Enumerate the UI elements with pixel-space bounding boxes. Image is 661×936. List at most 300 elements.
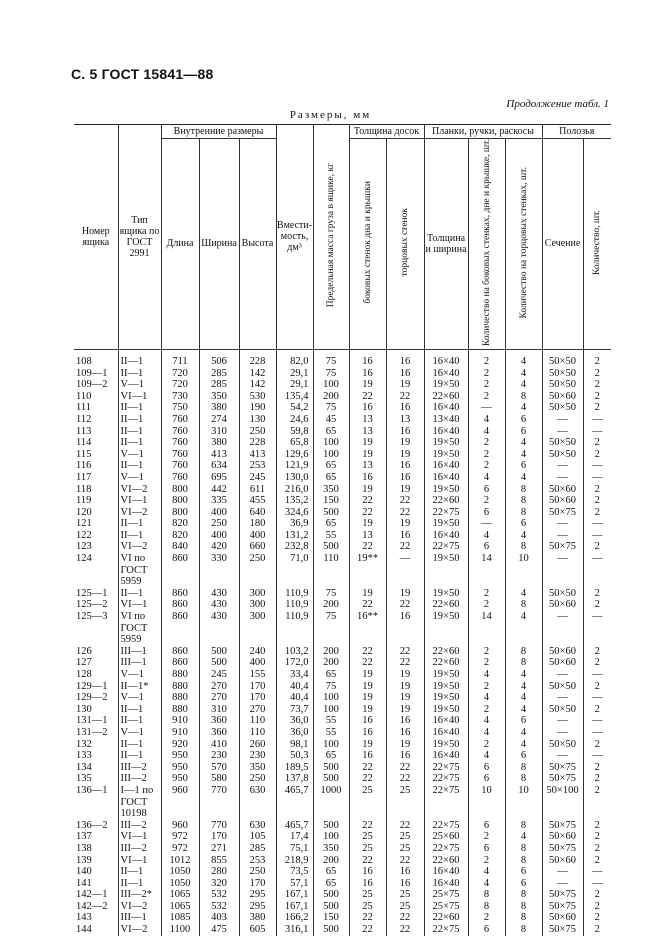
table-cell: 760 <box>161 460 199 472</box>
header-side-walls-text: боковых стенок дна и крышки <box>362 181 373 304</box>
table-cell: 22 <box>386 912 424 924</box>
table-cell: 65 <box>313 878 349 890</box>
table-cell: 8 <box>505 391 542 403</box>
table-cell: 100 <box>313 704 349 716</box>
table-cell: 240 <box>239 646 276 658</box>
table-cell: 19 <box>386 704 424 716</box>
table-cell: 124 <box>76 553 92 565</box>
table-cell: 920 <box>161 739 199 751</box>
table-row <box>74 669 611 681</box>
table-cell: 950 <box>161 762 199 774</box>
table-cell: 19 <box>349 484 386 496</box>
table-cell: 6 <box>468 541 505 553</box>
table-cell: 167,1 <box>276 889 313 901</box>
table-cell: 465,7 <box>276 820 313 832</box>
table-cell: 109—1 <box>76 367 108 379</box>
table-cell: 2 <box>583 484 611 496</box>
table-cell: 170 <box>239 681 276 693</box>
table-cell: VI по ГОСТ 5959 <box>118 611 161 646</box>
table-cell: 16×40 <box>424 472 468 484</box>
table-cell: 400 <box>239 530 276 542</box>
page-header: С. 5 ГОСТ 15841—88 <box>71 66 214 82</box>
table-cell: 25×60 <box>424 831 468 843</box>
table-cell: 180 <box>239 518 276 530</box>
table-cell: 280 <box>199 866 239 878</box>
table-cell: 110,9 <box>276 611 313 646</box>
header-runners: Полозья <box>542 125 611 139</box>
table-cell: 65 <box>313 518 349 530</box>
table-cell: 200 <box>313 599 349 611</box>
table-cell: 19 <box>386 588 424 600</box>
table-cell: 2 <box>583 855 611 867</box>
table-cell: 350 <box>313 484 349 496</box>
table-cell: 16 <box>349 368 386 380</box>
table-cell: 167,1 <box>276 901 313 913</box>
table-cell: 166,2 <box>276 912 313 924</box>
table-cell: 50×50 <box>542 379 583 391</box>
table-cell: — <box>542 750 583 762</box>
table-cell: 114 <box>76 437 92 449</box>
table-cell: 22 <box>349 855 386 867</box>
table-cell: II—1 <box>118 518 161 530</box>
table-cell: 1100 <box>161 924 199 936</box>
header-runner-qty <box>583 139 611 350</box>
table-cell: 33,4 <box>276 669 313 681</box>
table-cell: 138 <box>76 842 92 854</box>
table-cell: 40,4 <box>276 681 313 693</box>
table-cell: 16×40 <box>424 402 468 414</box>
table-cell: 133 <box>76 750 92 762</box>
table-cell: 2 <box>468 460 505 472</box>
table-cell: 253 <box>239 855 276 867</box>
table-cell: 2 <box>468 646 505 658</box>
table-cell: 840 <box>161 541 199 553</box>
table-cell: 442 <box>199 484 239 496</box>
table-cell: 1085 <box>161 912 199 924</box>
table-cell: 36,9 <box>276 518 313 530</box>
table-cell: 6 <box>468 484 505 496</box>
units-caption: Размеры, мм <box>289 109 372 121</box>
table-cell: 4 <box>468 715 505 727</box>
table-cell: 860 <box>161 599 199 611</box>
table-cell: 50×50 <box>542 588 583 600</box>
table-cell: III—1 <box>118 646 161 658</box>
table-cell: 4 <box>505 692 542 704</box>
table-cell: 98,1 <box>276 739 313 751</box>
table-cell: 4 <box>468 878 505 890</box>
table-cell: 6 <box>505 426 542 438</box>
table-cell: 500 <box>313 507 349 519</box>
table-cell: 16 <box>349 727 386 739</box>
table-cell: — <box>542 530 583 542</box>
table-cell: 400 <box>199 530 239 542</box>
table-cell: 122 <box>76 529 92 541</box>
table-cell: 16 <box>349 866 386 878</box>
table-row <box>74 924 611 936</box>
table-cell: 134 <box>76 761 92 773</box>
table-cell: 2 <box>583 541 611 553</box>
table-cell: 142—1 <box>76 889 108 901</box>
table-cell: 2 <box>583 437 611 449</box>
table-cell: 380 <box>199 437 239 449</box>
table-row <box>74 588 611 600</box>
table-cell: — <box>583 727 611 739</box>
table-cell: 410 <box>199 739 239 751</box>
header-side-walls <box>349 139 386 350</box>
table-cell: 960 <box>161 785 199 820</box>
table-cell: 350 <box>313 843 349 855</box>
table-cell: VI—2 <box>118 484 161 496</box>
table-cell: 22×75 <box>424 843 468 855</box>
table-cell: 19 <box>386 669 424 681</box>
table-cell: 4 <box>505 349 542 367</box>
table-cell: — <box>542 727 583 739</box>
table-cell: II—1 <box>118 530 161 542</box>
table-cell: 129—1 <box>76 680 108 692</box>
table-row <box>74 739 611 751</box>
table-cell: 16 <box>349 472 386 484</box>
table-cell: — <box>583 715 611 727</box>
table-cell: 16** <box>349 611 386 646</box>
table-row <box>74 379 611 391</box>
table-cell: 135 <box>76 773 92 785</box>
table-cell: 8 <box>505 762 542 774</box>
table-cell: 190 <box>239 402 276 414</box>
table-cell: III—2 <box>118 773 161 785</box>
table-row <box>74 414 611 426</box>
table-cell: 73,7 <box>276 704 313 716</box>
table-cell: 695 <box>199 472 239 484</box>
table-cell: 19 <box>349 437 386 449</box>
table-cell: 50×75 <box>542 924 583 936</box>
table-cell: 455 <box>239 495 276 507</box>
table-body <box>74 349 611 935</box>
header-qty-end <box>505 139 542 350</box>
table-cell: 22 <box>349 646 386 658</box>
table-cell: 6 <box>505 715 542 727</box>
table-cell: 250 <box>239 773 276 785</box>
table-cell: 630 <box>239 820 276 832</box>
table-cell: 128 <box>76 669 92 680</box>
table-cell: 13 <box>386 414 424 426</box>
table-row <box>74 866 611 878</box>
table-cell: 121,9 <box>276 460 313 472</box>
table-cell: 500 <box>313 889 349 901</box>
table-cell: 16 <box>349 750 386 762</box>
table-cell: 14 <box>468 553 505 588</box>
table-cell: 910 <box>161 715 199 727</box>
table-cell: 245 <box>239 472 276 484</box>
table-row <box>74 750 611 762</box>
table-cell: 135,2 <box>276 495 313 507</box>
table-cell: 75 <box>313 681 349 693</box>
table-cell: 230 <box>239 750 276 762</box>
table-cell: 50×60 <box>542 912 583 924</box>
table-cell: 129,6 <box>276 449 313 461</box>
table-cell: 200 <box>313 391 349 403</box>
table-cell: III—2 <box>118 820 161 832</box>
table-cell: 855 <box>199 855 239 867</box>
table-row <box>74 692 611 704</box>
header-volume: Вмести-мость, дм³ <box>276 125 313 350</box>
header-max-mass <box>313 125 349 350</box>
table-cell: II—1 <box>118 750 161 762</box>
table-cell: 19 <box>349 518 386 530</box>
table-cell: 121 <box>76 518 92 530</box>
table-cell: 13 <box>349 530 386 542</box>
table-cell: 800 <box>161 495 199 507</box>
table-cell: 25 <box>386 901 424 913</box>
table-cell: 300 <box>239 611 276 646</box>
table-cell: 19 <box>386 437 424 449</box>
table-cell: 65 <box>313 866 349 878</box>
dimensions-table <box>74 124 611 936</box>
table-cell: 10 <box>505 553 542 588</box>
table-cell: 2 <box>468 599 505 611</box>
table-cell: 360 <box>199 727 239 739</box>
table-cell: 4 <box>505 472 542 484</box>
table-cell: 110 <box>239 715 276 727</box>
table-cell: 65 <box>313 669 349 681</box>
table-cell: VI—2 <box>118 507 161 519</box>
table-cell: 22×60 <box>424 646 468 658</box>
table-cell: 50×50 <box>542 349 583 367</box>
table-cell: 4 <box>468 692 505 704</box>
table-cell: 24,6 <box>276 414 313 426</box>
table-cell: 6 <box>505 878 542 890</box>
table-cell: 300 <box>239 599 276 611</box>
table-cell: 19×50 <box>424 437 468 449</box>
table-cell: 22×60 <box>424 657 468 669</box>
table-cell: V—1 <box>118 449 161 461</box>
table-cell: 16×40 <box>424 727 468 739</box>
table-cell: 4 <box>505 611 542 646</box>
table-cell: 260 <box>239 739 276 751</box>
table-cell: III—2* <box>118 889 161 901</box>
header-box-type: Тип ящика по ГОСТ 2991 <box>118 125 161 350</box>
table-cell: 110 <box>76 390 92 402</box>
table-cell: 16 <box>386 878 424 890</box>
table-cell: 75,1 <box>276 843 313 855</box>
table-cell: 22 <box>349 773 386 785</box>
table-row <box>74 646 611 658</box>
table-cell: 25 <box>349 901 386 913</box>
table-cell: 500 <box>199 657 239 669</box>
table-cell: 271 <box>199 843 239 855</box>
table-cell: 2 <box>468 588 505 600</box>
table-cell: 45 <box>313 414 349 426</box>
header-slat-size: Толщина и ширина <box>424 139 468 350</box>
table-row <box>74 820 611 832</box>
table-cell: 118 <box>76 483 92 495</box>
table-cell: III—2 <box>118 843 161 855</box>
table-cell: 125—2 <box>76 599 108 611</box>
table-cell: 50×60 <box>542 657 583 669</box>
table-cell: II—1 <box>118 878 161 890</box>
table-cell: 22 <box>386 924 424 936</box>
table-cell: 760 <box>161 437 199 449</box>
table-cell: 19** <box>349 553 386 588</box>
table-cell: 22 <box>349 657 386 669</box>
table-cell: 50,3 <box>276 750 313 762</box>
table-cell: 22 <box>386 646 424 658</box>
table-cell: 4 <box>468 426 505 438</box>
table-cell: 880 <box>161 704 199 716</box>
table-cell: 532 <box>199 901 239 913</box>
table-cell: 2 <box>583 391 611 403</box>
table-cell: 16 <box>349 715 386 727</box>
table-row <box>74 530 611 542</box>
table-cell: II—1 <box>118 739 161 751</box>
table-cell: 103,2 <box>276 646 313 658</box>
table-cell: 430 <box>199 599 239 611</box>
table-cell: 50×50 <box>542 402 583 414</box>
table-cell: 2 <box>468 831 505 843</box>
table-cell: 137 <box>76 831 92 843</box>
table-row <box>74 449 611 461</box>
header-slats: Планки, ручки, раскосы <box>424 125 542 139</box>
table-cell: 135,4 <box>276 391 313 403</box>
table-cell: 150 <box>313 495 349 507</box>
table-cell: 300 <box>239 588 276 600</box>
table-cell: 19 <box>386 518 424 530</box>
table-cell: 475 <box>199 924 239 936</box>
table-cell: 131—2 <box>76 726 108 738</box>
table-cell: — <box>542 611 583 646</box>
table-cell: 630 <box>239 785 276 820</box>
table-cell: 750 <box>161 402 199 414</box>
table-cell: 2 <box>468 379 505 391</box>
table-cell: 50×50 <box>542 739 583 751</box>
table-cell: 22 <box>386 855 424 867</box>
table-cell: 2 <box>583 402 611 414</box>
table-row <box>74 599 611 611</box>
table-cell: 22 <box>386 495 424 507</box>
table-row <box>74 495 611 507</box>
table-cell: 1065 <box>161 901 199 913</box>
table-cell: 50×60 <box>542 599 583 611</box>
table-cell: 285 <box>199 368 239 380</box>
table-cell: 142—2 <box>76 900 108 912</box>
table-cell: 2 <box>583 901 611 913</box>
table-cell: 2 <box>583 349 611 367</box>
table-cell: 500 <box>199 646 239 658</box>
table-cell: 500 <box>313 901 349 913</box>
table-cell: 2 <box>583 379 611 391</box>
table-cell: 132 <box>76 738 92 750</box>
table-cell: 4 <box>505 402 542 414</box>
header-qty-side <box>468 139 505 350</box>
table-cell: 413 <box>199 449 239 461</box>
table-cell: 40,4 <box>276 692 313 704</box>
table-cell: — <box>542 669 583 681</box>
table-cell: 13 <box>349 460 386 472</box>
table-cell: 75 <box>313 611 349 646</box>
header-length: Длина <box>161 139 199 350</box>
table-cell: 136—1 <box>76 784 108 796</box>
table-cell: 413 <box>239 449 276 461</box>
table-cell: 972 <box>161 831 199 843</box>
table-cell: 16×40 <box>424 715 468 727</box>
table-cell: 532 <box>199 889 239 901</box>
table-cell: 228 <box>239 349 276 367</box>
table-cell: 22 <box>349 507 386 519</box>
table-cell: 22 <box>386 773 424 785</box>
table-cell: 611 <box>239 484 276 496</box>
table-cell: 172,0 <box>276 657 313 669</box>
header-max-mass-text: Предельная масса груза в ящике, кг <box>326 163 336 308</box>
table-cell: 2 <box>468 855 505 867</box>
table-cell: 8 <box>505 843 542 855</box>
table-cell: 19 <box>386 379 424 391</box>
table-cell: 65 <box>313 750 349 762</box>
table-cell: 580 <box>199 773 239 785</box>
table-cell: 17,4 <box>276 831 313 843</box>
table-cell: 860 <box>161 646 199 658</box>
table-cell: II—1 <box>118 715 161 727</box>
table-cell: 19×50 <box>424 704 468 716</box>
table-cell: 8 <box>505 855 542 867</box>
table-cell: 8 <box>505 484 542 496</box>
table-cell: 730 <box>161 391 199 403</box>
table-cell: 16 <box>386 727 424 739</box>
table-cell: 6 <box>505 518 542 530</box>
table-cell: 310 <box>199 704 239 716</box>
table-cell: 8 <box>505 912 542 924</box>
table-cell: 142 <box>239 368 276 380</box>
table-cell: II—1 <box>118 437 161 449</box>
table-cell: 50×100 <box>542 785 583 820</box>
table-cell: 950 <box>161 773 199 785</box>
table-cell: 2 <box>468 437 505 449</box>
table-cell: 113 <box>76 425 92 437</box>
table-cell: 22 <box>386 541 424 553</box>
table-cell: 1050 <box>161 866 199 878</box>
table-cell: 8 <box>505 541 542 553</box>
table-cell: V—1 <box>118 472 161 484</box>
table-cell: 2 <box>583 599 611 611</box>
table-cell: 50×60 <box>542 831 583 843</box>
table-cell: 253 <box>239 460 276 472</box>
table-row <box>74 715 611 727</box>
table-cell: V—1 <box>118 379 161 391</box>
table-cell: 245 <box>199 669 239 681</box>
table-cell: 316,1 <box>276 924 313 936</box>
table-row <box>74 472 611 484</box>
table-cell: 50×60 <box>542 391 583 403</box>
table-row <box>74 901 611 913</box>
table-cell: 19×50 <box>424 611 468 646</box>
table-cell: 800 <box>161 484 199 496</box>
table-cell: 19 <box>386 692 424 704</box>
table-cell: 59,8 <box>276 426 313 438</box>
table-cell: 6 <box>468 924 505 936</box>
table-cell: 50×50 <box>542 681 583 693</box>
table-cell: 22 <box>386 820 424 832</box>
table-cell: 22 <box>349 924 386 936</box>
table-cell: 54,2 <box>276 402 313 414</box>
table-cell: 19 <box>349 588 386 600</box>
table-cell: 137,8 <box>276 773 313 785</box>
table-cell: 75 <box>313 349 349 367</box>
table-cell: 860 <box>161 588 199 600</box>
table-cell: 10 <box>468 785 505 820</box>
table-cell: 8 <box>505 646 542 658</box>
table-cell: 860 <box>161 611 199 646</box>
table-cell: VI—1 <box>118 391 161 403</box>
table-cell: 570 <box>199 762 239 774</box>
table-row <box>74 912 611 924</box>
